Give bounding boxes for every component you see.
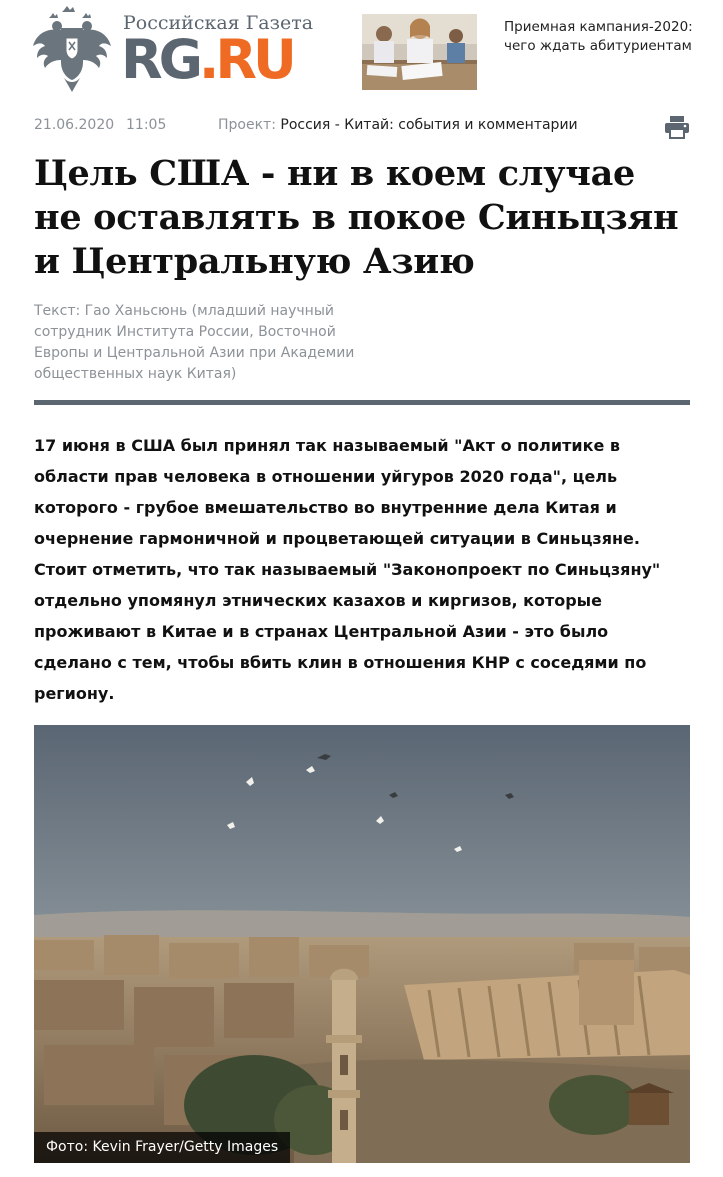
logo-dot: . (198, 28, 216, 91)
brand-name[interactable]: Российская Газета (123, 12, 314, 34)
promo-thumbnail[interactable] (362, 14, 477, 90)
site-header (0, 0, 723, 100)
logo-ru: RU (215, 28, 293, 91)
site-logo[interactable] (121, 30, 293, 90)
publish-date: 21.06.2020 (34, 117, 115, 133)
article-title: Цель США - ни в коем случае не оставлять в покое Синьцзян и Центральную Азию (34, 153, 679, 282)
logo-rg: RG (121, 28, 199, 91)
project-label: Проект: (218, 117, 276, 133)
project-link[interactable]: Россия - Китай: события и комментарии (280, 117, 578, 133)
article-photo (34, 725, 690, 1163)
promo-link[interactable]: Приемная кампания-2020: чего ждать абитуриентам (504, 19, 693, 54)
photo-credit: Фото: Kevin Frayer/Getty Images (34, 1132, 290, 1163)
article-meta (34, 117, 690, 139)
coat-of-arms-icon[interactable] (31, 6, 113, 94)
publish-time: 11:05 (126, 117, 167, 133)
title-divider (34, 400, 690, 405)
project-info (218, 117, 578, 133)
article-lead: 17 июня в США был принял так называемый "Акт о политике в области прав человека в отношении уйгуров 2020 года", цель которого - грубое вмешательство во внутренние дела Китая и очернение гармоничной и процветающей ситуации в Синьцзяне. Стоит отметить, что так называемый "Законопроект по Синьцзяну" отдельно упомянул этнических казахов и киргизов, которые проживают в Китае и в странах Центральной Азии - это было сделано с тем, чтобы вбить клин в отношения КНР с соседями по региону. (34, 436, 661, 703)
printer-icon[interactable] (664, 114, 690, 140)
article-author: Текст: Гао Ханьсюнь (младший научный сотрудник Института России, Восточной Европы и Центральной Азии при Академии общественных наук Китая) (34, 303, 355, 382)
